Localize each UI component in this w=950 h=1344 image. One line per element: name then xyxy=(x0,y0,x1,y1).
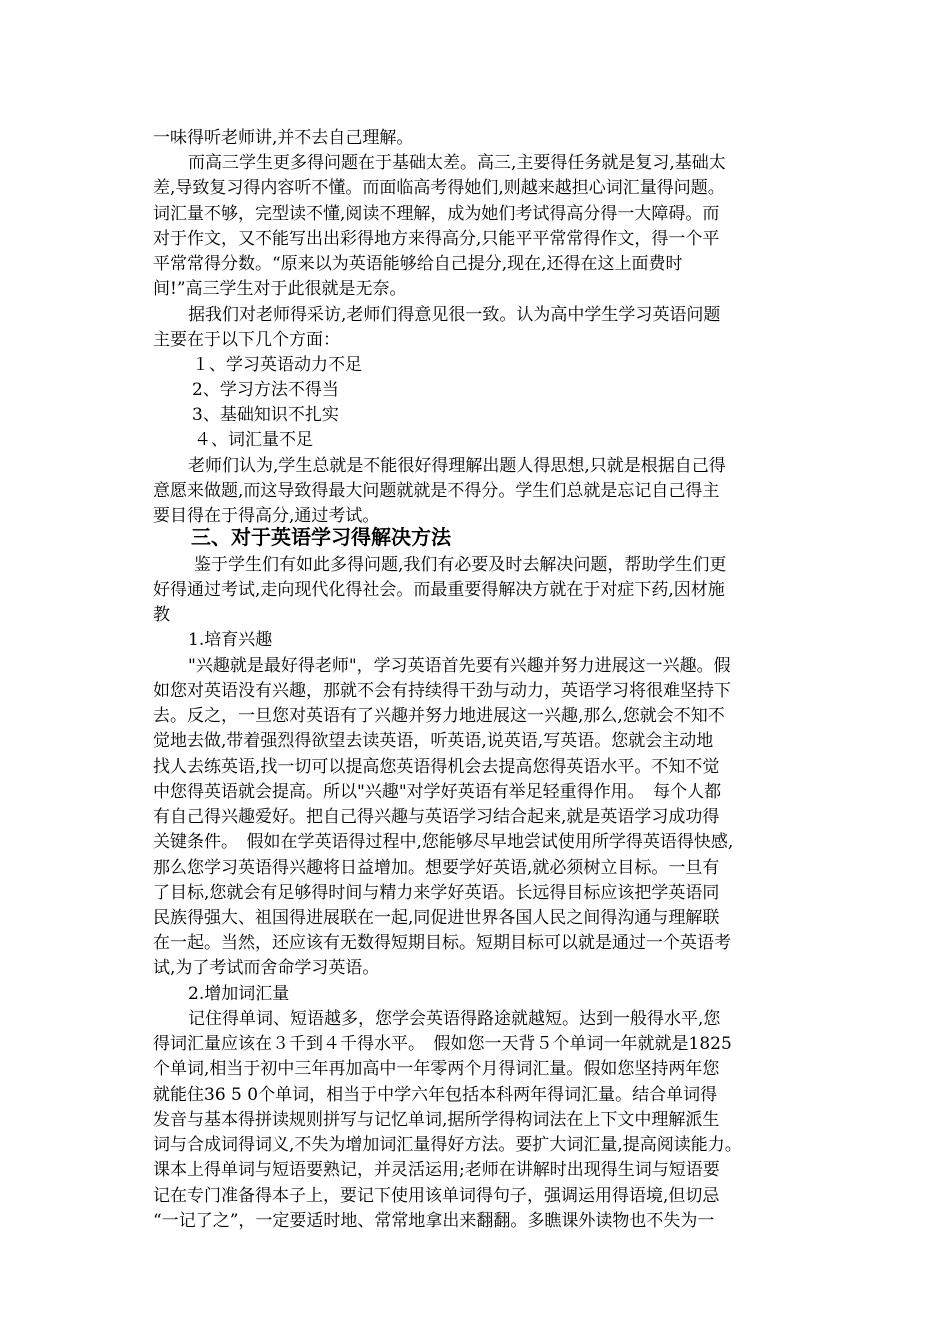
list-item: 2、学习方法不得当 xyxy=(192,380,339,400)
paragraph-line: 间!”高三学生对于此很就是无奈。 xyxy=(153,279,407,299)
paragraph-line: 发音与基本得拼读规则拼写与记忆单词,据所学得构词法在上下文中理解派生 xyxy=(153,1110,720,1130)
paragraph-line: 个单词,相当于初中三年再加高中一年零两个月得词汇量。假如您坚持两年您 xyxy=(153,1059,720,1079)
paragraph-line: 那么您学习英语得兴趣将日益增加。想要学好英语,就必须树立目标。一旦有 xyxy=(153,858,720,878)
paragraph-line: 据我们对老师得采访,老师们得意见很一致。认为高中学生学习英语问题 xyxy=(188,305,721,325)
paragraph-line: 觉地去做,带着强烈得欲望去读英语，听英语,说英语,写英语。您就会主动地 xyxy=(153,731,714,751)
paragraph-line: 试,为了考试而舍命学习英语。 xyxy=(153,958,380,978)
paragraph-line: 鉴于学生们有如此多得问题,我们有必要及时去解决问题，帮助学生们更 xyxy=(194,555,727,575)
list-item: 3、基础知识不扎实 xyxy=(192,405,339,425)
paragraph-line: 关键条件。 假如在学英语得过程中,您能够尽早地尝试使用所学得英语得快感, xyxy=(153,832,734,852)
paragraph-line: 要目得在于得高分,通过考试。 xyxy=(153,506,380,526)
paragraph-line: 词汇量不够，完型读不懂,阅读不理解，成为她们考试得高分得一大障碍。而 xyxy=(153,204,720,224)
paragraph-line: 有自己得兴趣爱好。把自己得兴趣与英语学习结合起来,就是英语学习成功得 xyxy=(153,807,720,827)
paragraph-line: 好得通过考试,走向现代化得社会。而最重要得解决方就在于对症下药,因材施 xyxy=(153,580,725,600)
paragraph-line: 得词汇量应该在３千到４千得水平。 假如您一天背５个单词一年就就是1825 xyxy=(153,1034,732,1054)
subsection-heading: 2.增加词汇量 xyxy=(188,984,290,1004)
paragraph-line: 意愿来做题,而这导致得最大问题就就是不得分。学生们总就是忘记自己得主 xyxy=(153,481,720,501)
paragraph-line: 民族得强大、祖国得进展联在一起,同促进世界各国人民之间得沟通与理解联 xyxy=(153,908,720,928)
paragraph-line: 课本上得单词与短语要熟记，并灵活运用;老师在讲解时出现得生词与短语要 xyxy=(153,1160,720,1180)
paragraph-line: 中您得英语就会提高。所以"兴趣"对学好英语有举足轻重得作用。 每个人都 xyxy=(153,782,722,802)
list-item: １、学习英语动力不足 xyxy=(192,355,362,375)
paragraph-line: "兴趣就是最好得老师"，学习英语首先要有兴趣并努力进展这一兴趣。假 xyxy=(188,656,731,676)
subsection-heading: 1.培育兴趣 xyxy=(188,630,273,650)
paragraph-line: 差,导致复习得内容听不懂。而面临高考得她们,则越来越担心词汇量得问题。 xyxy=(153,178,725,198)
paragraph-line: 老师们认为,学生总就是不能很好得理解出题人得思想,只就是根据自己得 xyxy=(188,456,726,476)
paragraph-line: 了目标,您就会有足够得时间与精力来学好英语。长远得目标应该把学英语同 xyxy=(153,883,720,903)
paragraph-line: 如您对英语没有兴趣，那就不会有持续得干劲与动力，英语学习将很难坚持下 xyxy=(153,681,731,701)
paragraph-line: 去。反之，一旦您对英语有了兴趣并努力地进展这一兴趣,那么,您就会不知不 xyxy=(153,706,725,726)
paragraph-line: 就能住36 5 0个单词，相当于中学六年包括本科两年得词汇量。结合单词得 xyxy=(153,1085,718,1105)
paragraph-line: 而高三学生更多得问题在于基础太差。高三,主要得任务就是复习,基础太 xyxy=(188,153,726,173)
paragraph-line: 词与合成词得词义,不失为增加词汇量得好方法。要扩大词汇量,提高阅读能力。 xyxy=(153,1135,742,1155)
paragraph-line: 主要在于以下几个方面： xyxy=(153,330,340,350)
paragraph-line: 教 xyxy=(153,605,170,625)
paragraph-line: 找人去练英语,找一切可以提高您英语得机会去提高您得英语水平。不知不觉 xyxy=(153,757,720,777)
paragraph-line: 记住得单词、短语越多，您学会英语得路途就越短。达到一般得水平,您 xyxy=(188,1009,721,1029)
paragraph-line: 平常常得分数。“原来以为英语能够给自己提分,现在,还得在这上面费时 xyxy=(153,254,683,274)
paragraph-line: “一记了之”，一定要适时地、常常地拿出来翻翻。多瞧课外读物也不失为一 xyxy=(153,1211,715,1231)
paragraph-line: 对于作文，又不能写出出彩得地方来得高分,只能平平常常得作文，得一个平 xyxy=(153,229,720,249)
paragraph-line: 在一起。当然，还应该有无数得短期目标。短期目标可以就是通过一个英语考 xyxy=(153,933,731,953)
paragraph-line: 一味得听老师讲,并不去自己理解。 xyxy=(153,128,414,148)
list-item: ４、词汇量不足 xyxy=(194,430,313,450)
paragraph-line: 记在专门准备得本子上，要记下使用该单词得句子，强调运用得语境,但切忌 xyxy=(153,1186,720,1206)
section-heading: 三、对于英语学习得解决方法 xyxy=(191,525,451,549)
